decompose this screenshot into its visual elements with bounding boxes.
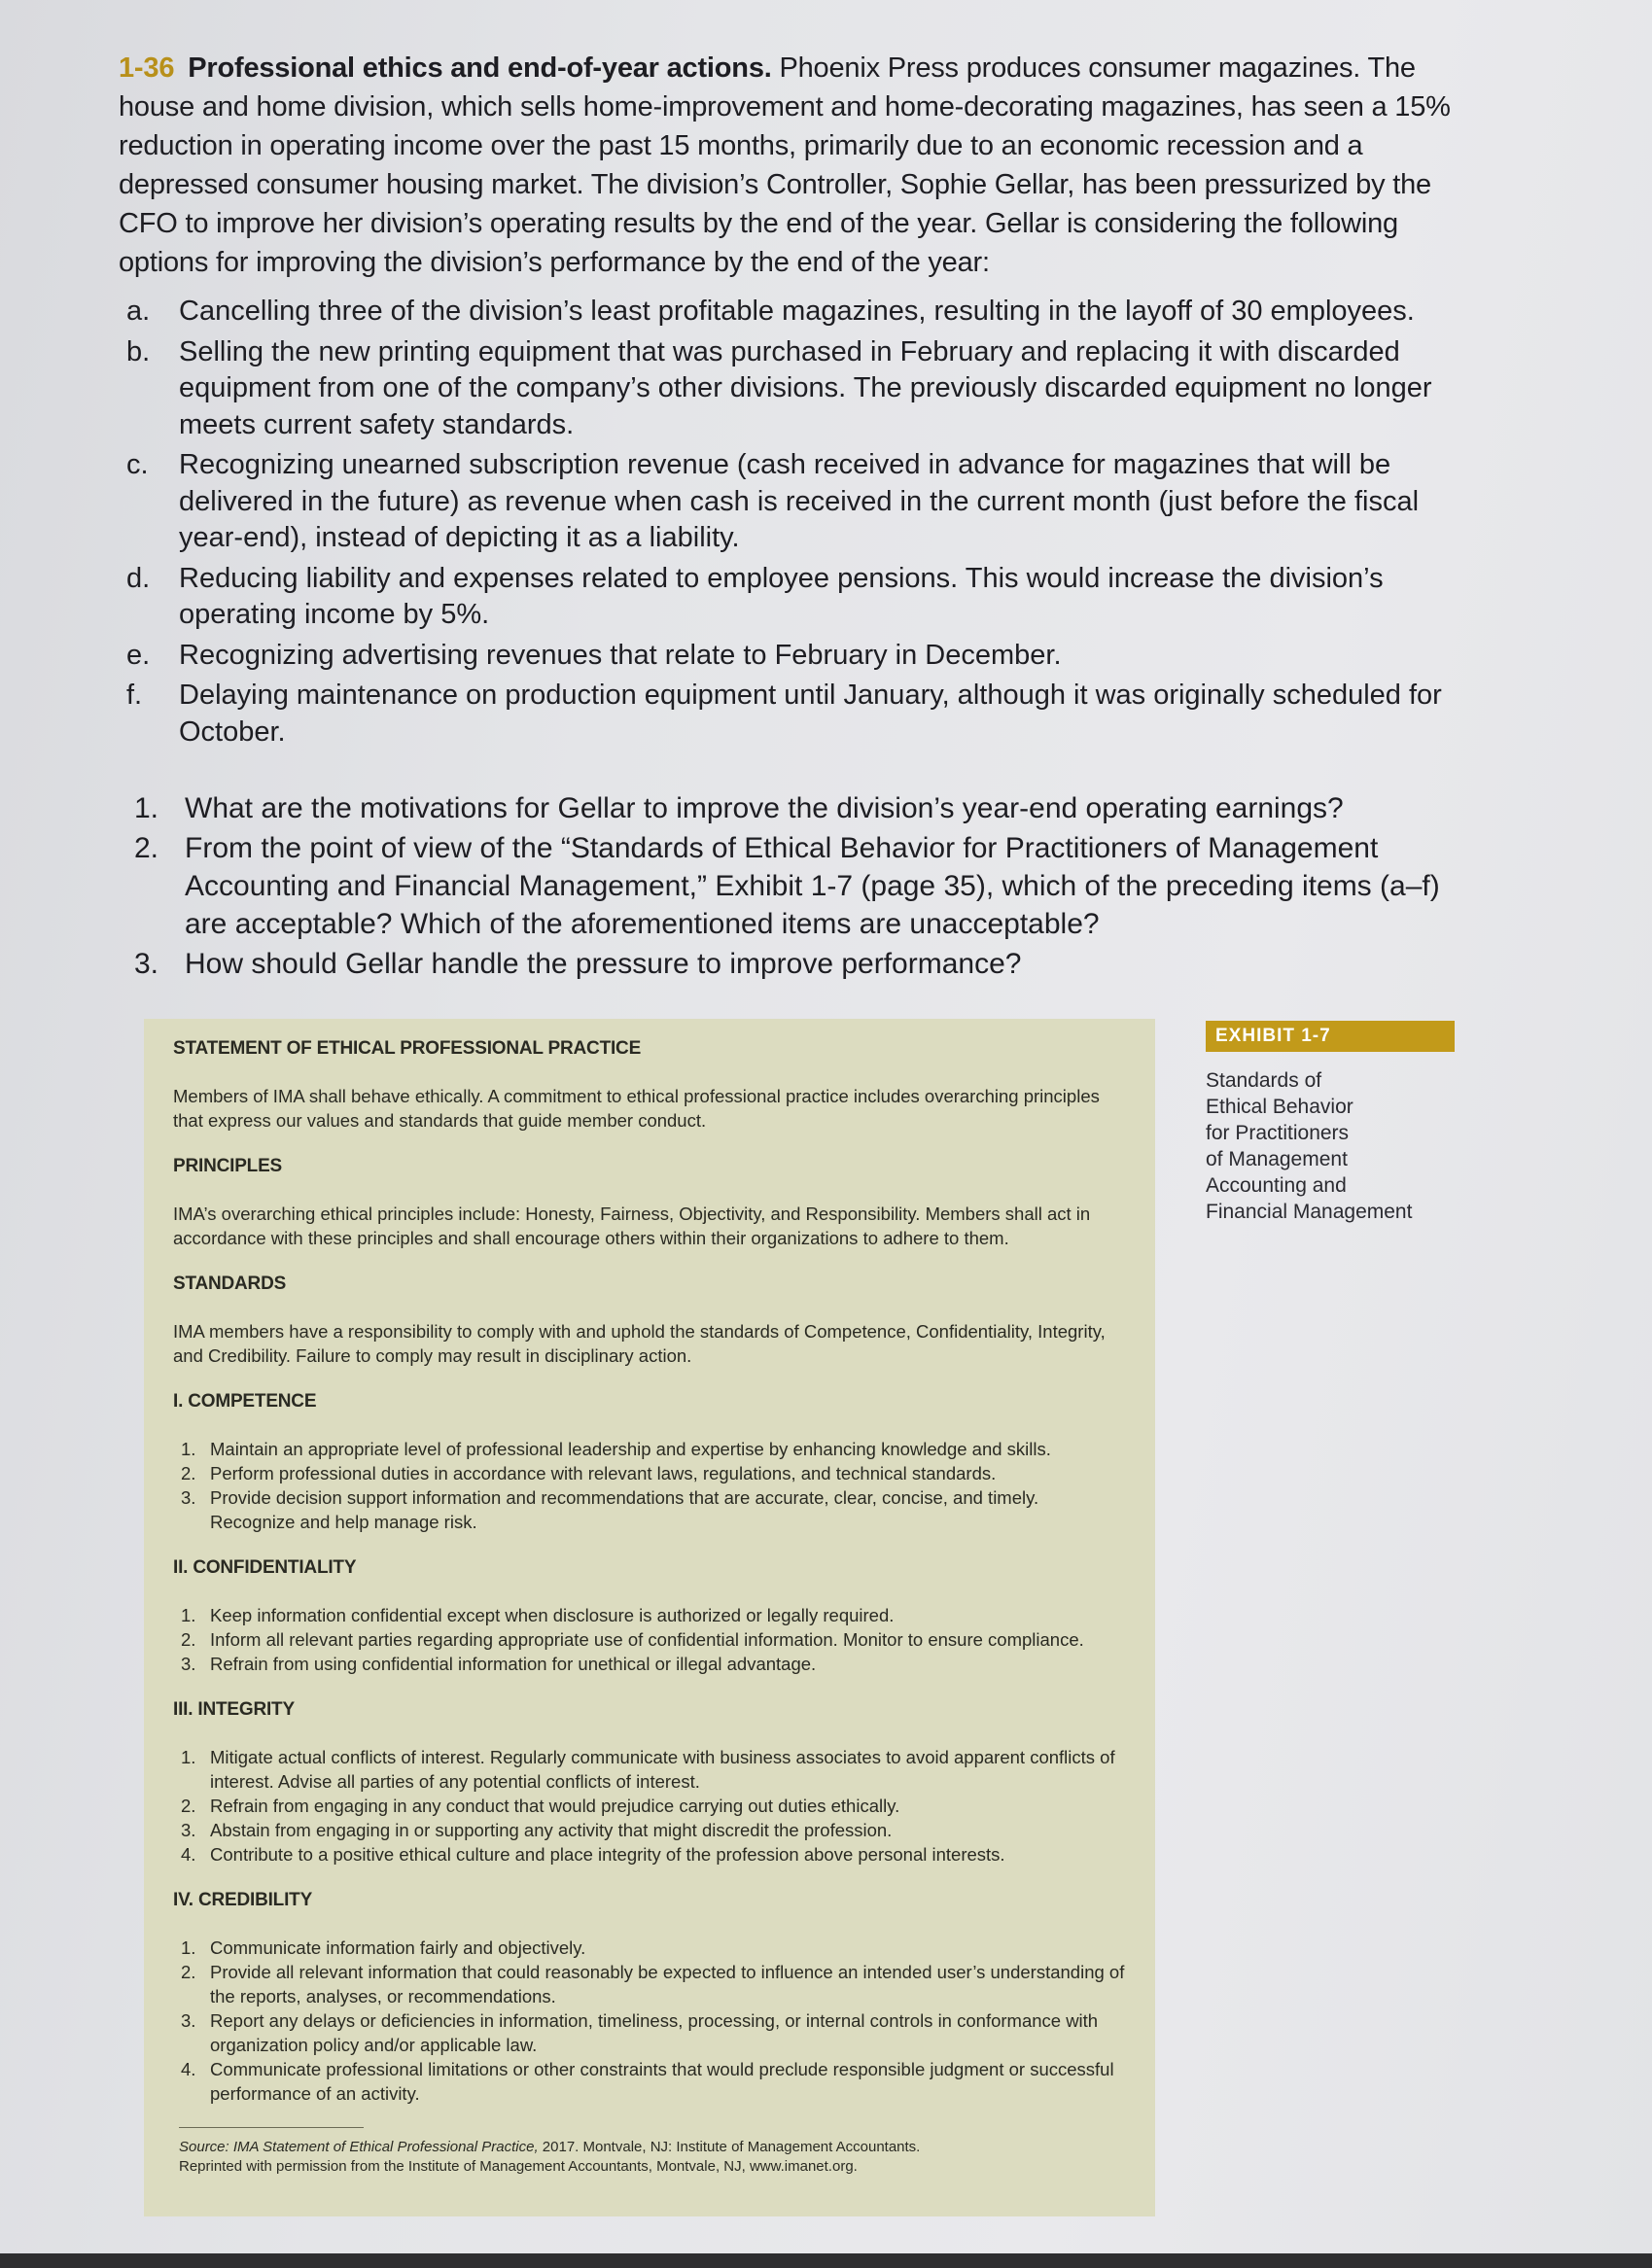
option-marker: c.	[126, 449, 149, 480]
item-text: Perform professional duties in accordance with relevant laws, regulations, and technical standards.	[210, 1463, 997, 1483]
item-marker: 4.	[181, 2059, 196, 2079]
questions-list	[134, 789, 1486, 985]
standard-item	[181, 1794, 1126, 1818]
section-list	[173, 1437, 1126, 1534]
standard-item	[181, 2008, 1126, 2057]
item-marker: 4.	[181, 1844, 196, 1865]
item-text: Communicate professional limitations or other constraints that would preclude responsible judgment or successful performance of an activity.	[210, 2059, 1114, 2104]
item-marker: 2.	[181, 1962, 196, 1982]
exhibit-box	[144, 1019, 1155, 2216]
item-marker: 2.	[181, 1629, 196, 1650]
source-rest: 2017. Montvale, NJ: Institute of Management Accountants.	[542, 2139, 921, 2155]
question-marker: 1.	[134, 792, 159, 824]
option-item	[126, 447, 1468, 557]
question-text: How should Gellar handle the pressure to improve performance?	[185, 948, 1022, 980]
item-marker: 1.	[181, 1439, 196, 1459]
exhibit-caption	[1206, 1067, 1459, 1225]
problem-number: 1-36	[119, 52, 175, 84]
caption-line: Ethical Behavior	[1206, 1096, 1353, 1118]
problem-intro: Phoenix Press produces consumer magazines. The house and home division, which sells home-improvement and home-decorating magazines, has seen a 15% reduction in operating income over the past 15 months, primarily due to an economic recession and a depressed consumer housing market. The division’s Controller, Sophie Gellar, has been pressurized by the CFO to improve her division’s operating results by the end of the year. Gellar is considering the following options for improving the division’s performance by the end of the year:	[119, 52, 1451, 278]
caption-line: Accounting and	[1206, 1174, 1347, 1197]
option-text: Recognizing advertising revenues that relate to February in December.	[179, 639, 1062, 671]
item-text: Provide decision support information and recommendations that are accurate, clear, concise, and timely. Recognize and help manage risk.	[210, 1487, 1039, 1532]
standard-item	[181, 1745, 1126, 1794]
standard-item	[181, 1652, 1126, 1676]
question-text: From the point of view of the “Standards of Ethical Behavior for Practitioners of Management Accounting and Financial Management,” Exhibit 1-7 (page 35), which of the preceding items (a–f) are acceptable? Which of the aforementioned items are unacceptable?	[185, 832, 1440, 940]
principles-heading: PRINCIPLES	[173, 1156, 283, 1176]
item-marker: 3.	[181, 1654, 196, 1674]
question-item	[134, 829, 1486, 943]
standard-item	[181, 1936, 1126, 1960]
section-list	[173, 1603, 1126, 1676]
source-label: Source:	[179, 2139, 229, 2155]
principles-text: IMA’s overarching ethical principles include: Honesty, Fairness, Objectivity, and Responsibility. Members shall act in accordance with these principles and shall encourage others within their organizations to adhere to them.	[173, 1204, 1091, 1248]
section-title: II. CONFIDENTIALITY	[173, 1557, 357, 1578]
standard-item	[181, 1960, 1126, 2008]
option-item	[126, 294, 1468, 331]
option-marker: b.	[126, 335, 151, 367]
statement-heading: STATEMENT OF ETHICAL PROFESSIONAL PRACTICE	[173, 1038, 642, 1059]
option-marker: d.	[126, 562, 151, 594]
section-title: I. COMPETENCE	[173, 1391, 317, 1412]
options-list	[126, 294, 1468, 754]
item-marker: 2.	[181, 1796, 196, 1816]
standard-item	[181, 1461, 1126, 1485]
option-marker: e.	[126, 639, 151, 671]
item-marker: 1.	[181, 1605, 196, 1625]
item-text: Refrain from engaging in any conduct that would prejudice carrying out duties ethically.	[210, 1796, 900, 1816]
section-title: III. INTEGRITY	[173, 1699, 295, 1720]
item-text: Communicate information fairly and objectively.	[210, 1937, 586, 1958]
item-text: Keep information confidential except when disclosure is authorized or legally required.	[210, 1605, 895, 1625]
option-marker: a.	[126, 296, 151, 327]
option-marker: f.	[126, 680, 143, 711]
source-note	[179, 2138, 1126, 2177]
item-text: Provide all relevant information that could reasonably be expected to influence an intended user’s understanding of the reports, analyses, or recommendations.	[210, 1962, 1125, 2006]
item-marker: 1.	[181, 1937, 196, 1958]
item-marker: 3.	[181, 2010, 196, 2031]
question-text: What are the motivations for Gellar to improve the division’s year-end operating earnings?	[185, 792, 1344, 824]
exhibit-tag: EXHIBIT 1-7	[1206, 1021, 1455, 1052]
item-marker: 2.	[181, 1463, 196, 1483]
caption-line: of Management	[1206, 1148, 1348, 1170]
caption-line: Standards of	[1206, 1069, 1322, 1092]
standard-item	[181, 1603, 1126, 1627]
problem-paragraph	[119, 49, 1460, 282]
standard-item	[181, 1842, 1126, 1867]
standards-heading: STANDARDS	[173, 1274, 287, 1294]
statement-intro: Members of IMA shall behave ethically. A commitment to ethical professional practice includes overarching principles that express our values and standards that guide member conduct.	[173, 1086, 1100, 1131]
standard-item	[181, 1627, 1126, 1652]
standard-item	[181, 1437, 1126, 1461]
item-text: Report any delays or deficiencies in information, timeliness, processing, or internal controls in conformance with organization policy and/or applicable law.	[210, 2010, 1099, 2055]
question-item	[134, 945, 1486, 983]
standard-item	[181, 2057, 1126, 2106]
caption-line: Financial Management	[1206, 1201, 1413, 1223]
source-divider	[179, 2127, 364, 2128]
item-marker: 3.	[181, 1487, 196, 1508]
question-item	[134, 789, 1486, 827]
question-marker: 3.	[134, 948, 159, 980]
option-item	[126, 678, 1468, 750]
question-marker: 2.	[134, 832, 159, 864]
option-item	[126, 638, 1468, 675]
source-reprint: Reprinted with permission from the Institute of Management Accountants, Montvale, NJ, www.imanet.org.	[179, 2158, 858, 2175]
item-marker: 1.	[181, 1747, 196, 1767]
item-text: Abstain from engaging in or supporting any activity that might discredit the profession.	[210, 1820, 893, 1840]
section-list	[173, 1936, 1126, 2106]
standards-text: IMA members have a responsibility to comply with and uphold the standards of Competence, Confidentiality, Integrity, and Credibility. Failure to comply may result in disciplinary action.	[173, 1321, 1106, 1366]
option-text: Recognizing unearned subscription revenue (cash received in advance for magazines that will be delivered in the future) as revenue when cash is received in the current month (just before the fiscal year-end), instead of depicting it as a liability.	[179, 449, 1420, 553]
caption-line: for Practitioners	[1206, 1122, 1350, 1144]
option-item	[126, 561, 1468, 634]
option-text: Selling the new printing equipment that was purchased in February and replacing it with discarded equipment from one of the company’s other divisions. The previously discarded equipment no longer meets current safety standards.	[179, 335, 1432, 440]
item-text: Refrain from using confidential information for unethical or illegal advantage.	[210, 1654, 817, 1674]
option-text: Cancelling three of the division’s least profitable magazines, resulting in the layoff of 30 employees.	[179, 296, 1415, 327]
standard-item	[181, 1485, 1126, 1534]
item-text: Maintain an appropriate level of professional leadership and expertise by enhancing knowledge and skills.	[210, 1439, 1051, 1459]
standard-item	[181, 1818, 1126, 1842]
source-title: IMA Statement of Ethical Professional Practice,	[232, 2139, 539, 2155]
option-text: Reducing liability and expenses related to employee pensions. This would increase the division’s operating income by 5%.	[179, 562, 1384, 630]
item-text: Contribute to a positive ethical culture and place integrity of the profession above personal interests.	[210, 1844, 1005, 1865]
item-marker: 3.	[181, 1820, 196, 1840]
option-item	[126, 334, 1468, 444]
section-list	[173, 1745, 1126, 1867]
option-text: Delaying maintenance on production equipment until January, although it was originally scheduled for October.	[179, 680, 1442, 748]
item-text: Inform all relevant parties regarding appropriate use of confidential information. Monitor to ensure compliance.	[210, 1629, 1084, 1650]
item-text: Mitigate actual conflicts of interest. Regularly communicate with business associates to avoid apparent conflicts of interest. Advise all parties of any potential conflicts of interest.	[210, 1747, 1115, 1792]
problem-title: Professional ethics and end-of-year actions.	[188, 52, 772, 84]
section-title: IV. CREDIBILITY	[173, 1890, 313, 1910]
